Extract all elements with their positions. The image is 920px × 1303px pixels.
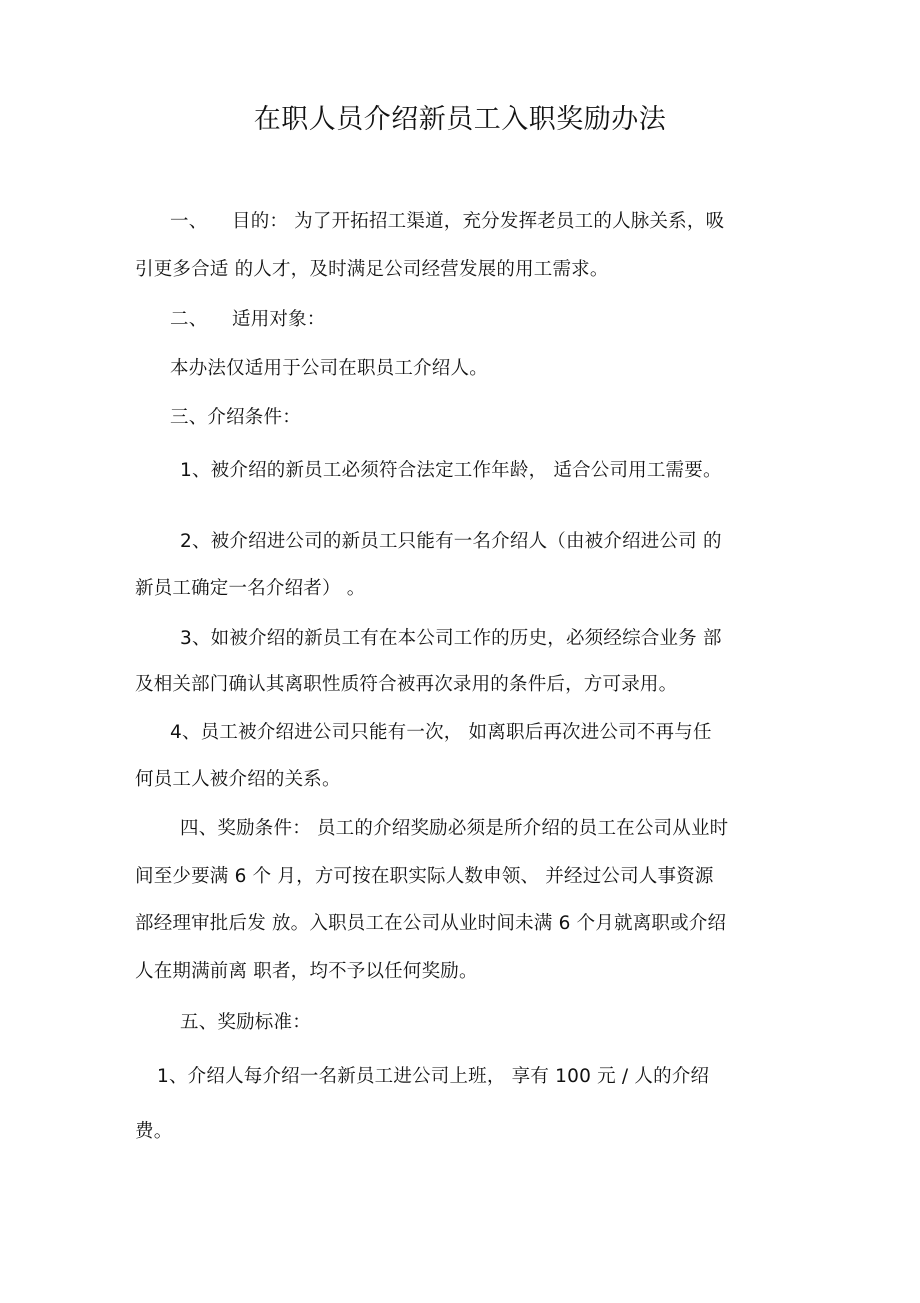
section-4-line-3: 部经理审批后发 放。入职员工在公司从业时间未满 6 个月就离职或介绍 (135, 913, 727, 934)
section-1-number: 一、 (170, 211, 208, 232)
section-3-item-4-line-1: 4、员工被介绍进公司只能有一次， 如离职后再次进公司不再与任 (170, 722, 712, 743)
section-3-item-3-line-2: 及相关部门确认其离职性质符合被再次录用的条件后，方可录用。 (135, 674, 678, 695)
section-4-line-4: 人在期满前离 职者，均不予以任何奖励。 (135, 961, 478, 982)
section-3-item-3-line-1: 3、如被介绍的新员工有在本公司工作的历史，必须经综合业务 部 (180, 628, 722, 649)
section-3-item-2-line-2: 新员工确定一名介绍者） 。 (135, 578, 366, 599)
page-title: 在职人员介绍新员工入职奖励办法 (253, 104, 667, 135)
section-5-heading: 五、奖励标准： (180, 1012, 311, 1033)
section-5-item-1-line-2: 费。 (135, 1121, 173, 1142)
section-5-item-1-line-1: 1、介绍人每介绍一名新员工进公司上班， 享有 100 元 / 人的介绍 (157, 1066, 710, 1087)
section-2-body: 本办法仅适用于公司在职员工介绍人。 (170, 358, 488, 379)
section-2-number: 二、 (170, 309, 208, 330)
section-4-line-1: 四、奖励条件： 员工的介绍奖励必须是所介绍的员工在公司从业时 (180, 818, 729, 839)
section-1-line-2: 引更多合适 的人才，及时满足公司经营发展的用工需求。 (135, 259, 609, 280)
section-3-item-1: 1、被介绍的新员工必须符合法定工作年龄， 适合公司用工需要。 (180, 460, 722, 481)
section-1-line-1: 目的： 为了开拓招工渠道，充分发挥老员工的人脉关系，吸 (232, 211, 725, 232)
section-3-item-2-line-1: 2、被介绍进公司的新员工只能有一名介绍人（由被介绍进公司 的 (180, 531, 722, 552)
section-3-heading: 三、介绍条件： (170, 407, 301, 428)
section-2-heading: 适用对象： (232, 309, 326, 330)
section-4-line-2: 间至少要满 6 个 月，方可按在职实际人数申领、 并经过公司人事资源 (135, 866, 714, 887)
section-3-item-4-line-2: 何员工人被介绍的关系。 (135, 769, 341, 790)
